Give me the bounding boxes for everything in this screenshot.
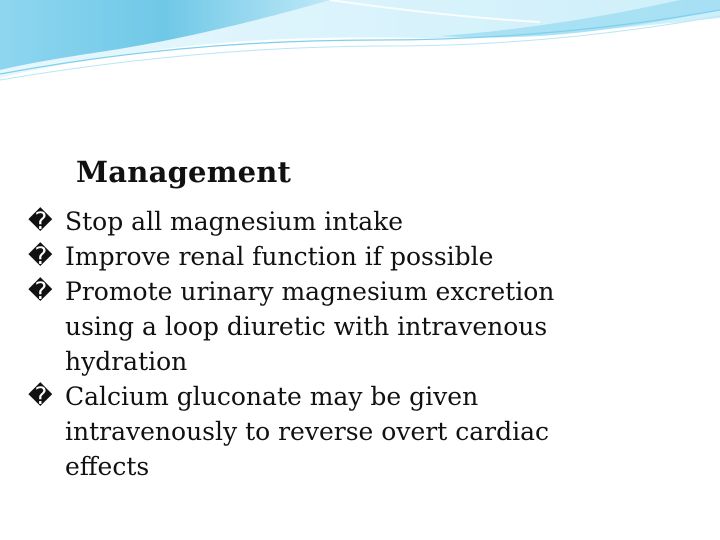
bullet-text: Promote urinary magnesium excretion using a loop diuretic with intravenous hydration [65,277,555,376]
bullet-item [28,239,678,274]
slide-title: Management [76,155,292,189]
bullet-item [28,204,678,239]
bullet-marker: � [28,382,53,410]
bullet-item [28,274,678,379]
bullet-marker: � [28,277,53,305]
header-wave-decoration [0,0,720,90]
bullet-text: Calcium gluconate may be given intravenously to reverse overt cardiac effects [65,382,549,481]
bullet-text: Stop all magnesium intake [65,207,404,236]
bullet-marker: � [28,242,53,270]
bullet-text: Improve renal function if possible [65,242,494,271]
bullet-list [28,204,678,484]
bullet-marker: � [28,207,53,235]
bullet-item [28,379,678,484]
